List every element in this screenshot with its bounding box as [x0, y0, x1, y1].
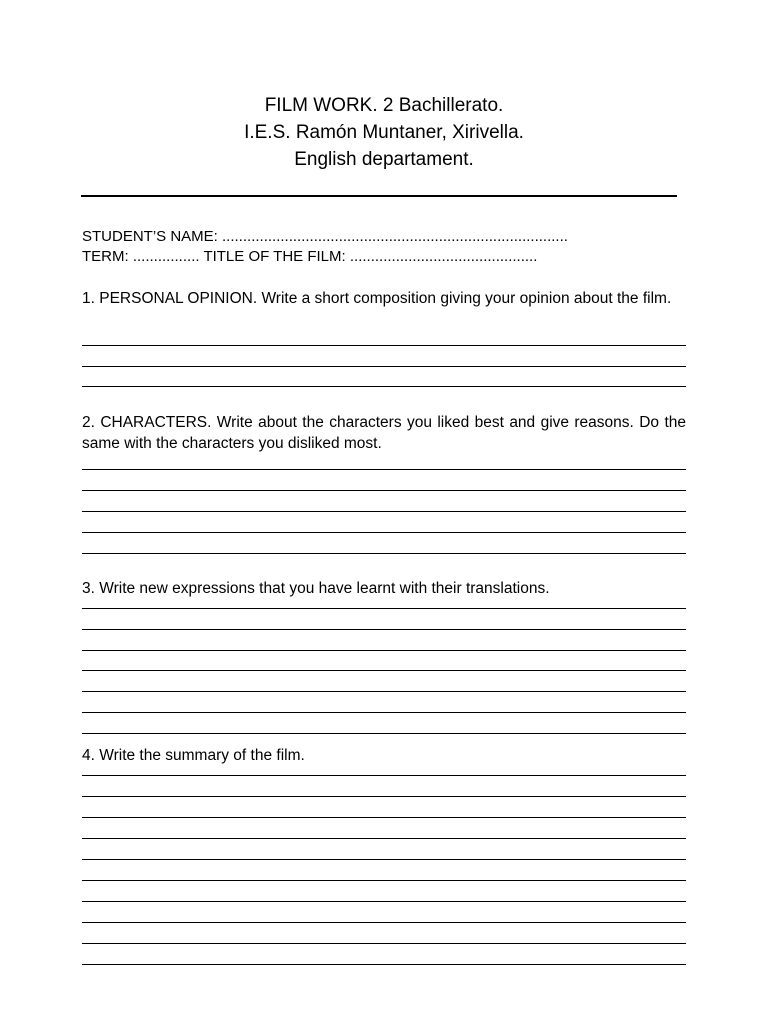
answer-line[interactable]	[82, 733, 686, 734]
question-section-4	[82, 745, 686, 766]
answer-line[interactable]	[82, 650, 686, 651]
term-label: TERM:	[82, 248, 129, 265]
question-section-2	[82, 412, 686, 454]
answer-line[interactable]	[82, 796, 686, 797]
answer-line[interactable]	[82, 901, 686, 902]
answer-line[interactable]	[82, 532, 686, 533]
answer-line[interactable]	[82, 469, 686, 470]
answer-line[interactable]	[82, 880, 686, 881]
student-info	[82, 227, 686, 267]
term-blank[interactable]: ................	[132, 248, 200, 265]
question-4-text: 4. Write the summary of the film.	[82, 747, 305, 764]
title-divider	[81, 195, 677, 197]
answer-line[interactable]	[82, 817, 686, 818]
question-section-3	[82, 578, 686, 599]
answer-line[interactable]	[82, 490, 686, 491]
answer-line[interactable]	[82, 838, 686, 839]
answer-line[interactable]	[82, 366, 686, 367]
film-title-blank[interactable]: .............................................	[349, 248, 538, 265]
answer-line[interactable]	[82, 511, 686, 512]
answer-line[interactable]	[82, 964, 686, 965]
document-title	[0, 92, 768, 173]
answer-line[interactable]	[82, 943, 686, 944]
title-line-1: FILM WORK. 2 Bachillerato.	[264, 95, 504, 116]
student-name-label: STUDENT’S NAME:	[82, 228, 218, 245]
answer-line[interactable]	[82, 608, 686, 609]
title-line-2: I.E.S. Ramón Muntaner, Xirivella.	[244, 122, 524, 143]
question-2-text: 2. CHARACTERS. Write about the characters you liked best and give reasons. Do the same with the characters you disliked most.	[82, 414, 686, 452]
question-section-1	[82, 288, 686, 309]
answer-line[interactable]	[82, 712, 686, 713]
student-name-line	[82, 227, 686, 247]
student-name-blank[interactable]: ...................................................................................	[222, 228, 568, 245]
title-line-3: English departament.	[294, 149, 474, 170]
answer-line[interactable]	[82, 629, 686, 630]
term-film-line	[82, 247, 686, 267]
answer-line[interactable]	[82, 345, 686, 346]
answer-line[interactable]	[82, 859, 686, 860]
question-1-text: 1. PERSONAL OPINION. Write a short composition giving your opinion about the film.	[82, 290, 672, 307]
answer-line[interactable]	[82, 670, 686, 671]
answer-line[interactable]	[82, 775, 686, 776]
answer-line[interactable]	[82, 386, 686, 387]
question-3-text: 3. Write new expressions that you have learnt with their translations.	[82, 580, 550, 597]
answer-line[interactable]	[82, 922, 686, 923]
answer-line[interactable]	[82, 691, 686, 692]
answer-line[interactable]	[82, 553, 686, 554]
film-title-label: TITLE OF THE FILM:	[203, 248, 346, 265]
